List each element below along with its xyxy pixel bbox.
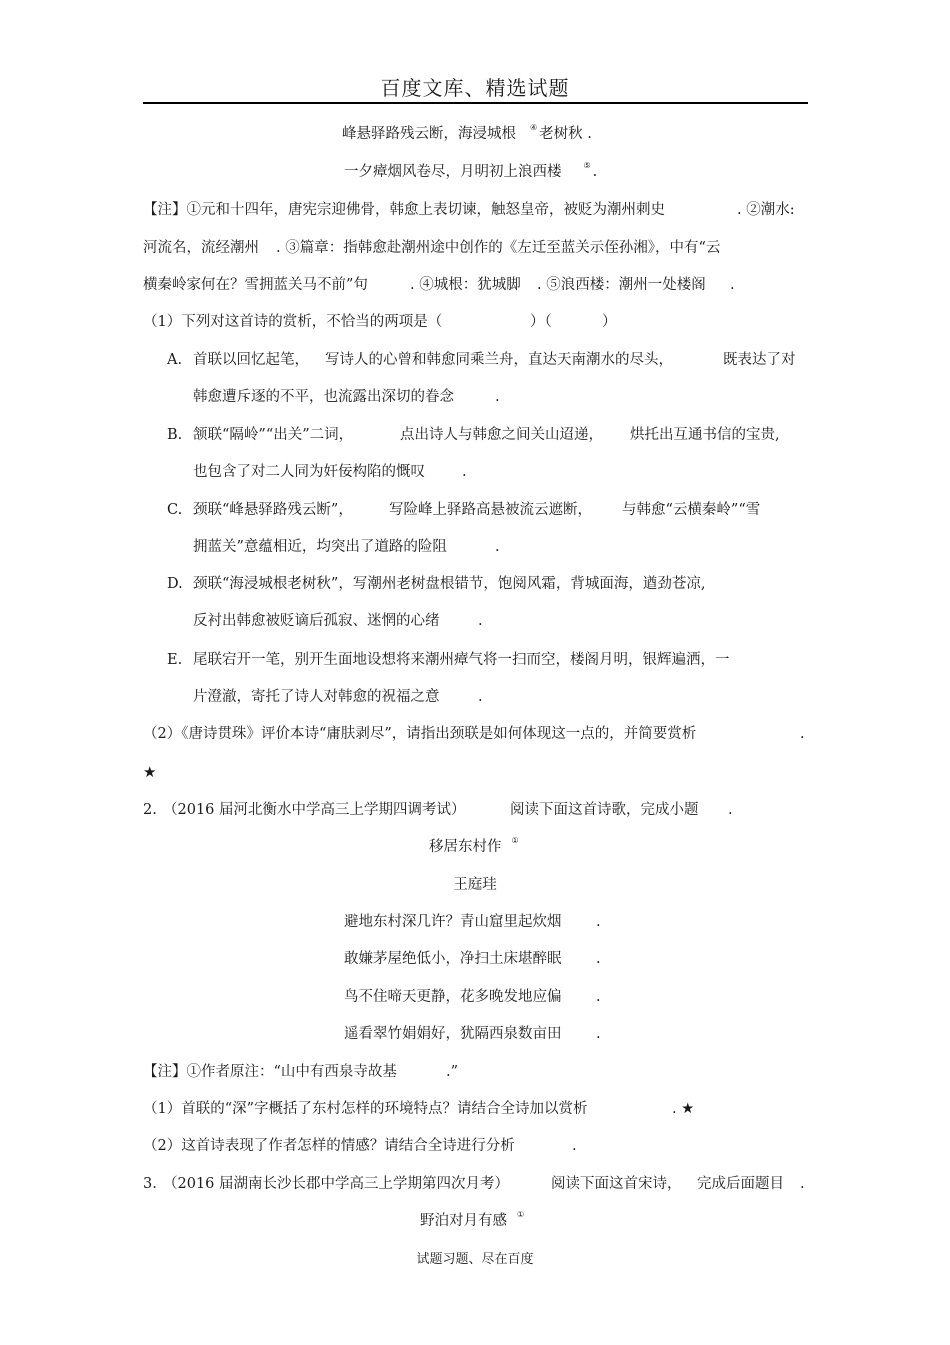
option-text: 颔联“隔岭”“出关”二词， xyxy=(193,427,354,443)
question-text: （2）这首诗表现了作者怎样的情感？请结合全诗进行分析 xyxy=(143,1138,515,1154)
option-text: 片澄澈，寄托了诗人对韩愈的祝福之意 xyxy=(193,689,440,705)
option-text: 写险峰上驿路高悬被流云遮断， xyxy=(389,502,592,518)
note-line-end: . ②潮水: xyxy=(737,202,795,218)
note-line: . ⑤浪西楼：潮州一处楼阁 xyxy=(537,277,706,293)
item-instruction-end: . xyxy=(728,802,733,818)
page-footer: 试题习题、尽在百度 xyxy=(416,1252,534,1267)
poem-text: 峰悬驿路残云断，海浸城根 xyxy=(342,126,516,142)
poem-line-end: . xyxy=(596,951,601,967)
note-line xyxy=(143,238,259,258)
note-line-end: .” xyxy=(446,1064,459,1080)
option-text: 颈联“海浸城根老树秋”，写潮州老树盘根错节，饱阅风霜，背城面海，遒劲苍凉, xyxy=(193,576,706,592)
option-text: 也包含了对二人同为奸佞构陷的慨叹 xyxy=(193,464,425,480)
option-text: 写诗人的心曾和韩愈同乘兰舟，直达天南潮水的尽头， xyxy=(325,352,673,368)
option-text: 首联以回忆起笔， xyxy=(193,352,309,368)
poem-line xyxy=(344,1024,562,1044)
item-instruction: 完成后面题目 xyxy=(697,1176,784,1192)
poem-title-text: 移居东村作 xyxy=(429,839,502,855)
option-text: . xyxy=(495,389,500,405)
item-instruction: 阅读下面这首诗歌，完成小题 xyxy=(510,802,699,818)
poem-line xyxy=(344,987,562,1007)
option-text: . xyxy=(478,689,483,705)
item-instruction-end: . xyxy=(800,1176,805,1192)
option-text: 与韩愈“云横秦岭”“雪 xyxy=(622,502,761,518)
poem-line xyxy=(344,162,597,184)
option-text: 尾联宕开一笔，别开生面地设想将来潮州瘴气将一扫而空，楼阁月明，银辉遍洒，一 xyxy=(193,652,730,668)
poem-text: . xyxy=(592,164,598,180)
item-number: 3. xyxy=(143,1176,157,1192)
footnote-mark: ⑤ xyxy=(583,161,591,170)
poem-author: 王庭珪 xyxy=(453,877,497,893)
question-stem: （1）下列对这首诗的赏析，不恰当的两项是（ xyxy=(143,314,443,330)
option-letter: A. xyxy=(167,352,183,368)
poem-line-end: . xyxy=(596,1026,601,1042)
option-text: 颈联“峰悬驿路残云断”， xyxy=(193,502,353,518)
item-number: 2. xyxy=(143,802,157,818)
note-line: . xyxy=(730,277,735,293)
question-text: （1）首联的“深”字概括了东村怎样的环境特点？请结合全诗加以赏析 xyxy=(143,1101,588,1117)
note-line xyxy=(143,200,665,220)
option-text: 反衬出韩愈被贬谪后孤寂、迷惘的心绪 xyxy=(193,613,440,629)
note-line: 【注】①作者原注：“山中有西泉寺故基 xyxy=(143,1064,397,1080)
option-text: 韩愈遭斥逐的不平，也流露出深切的眷念 xyxy=(193,389,454,405)
footnote-mark: ① xyxy=(517,1210,525,1219)
option-text: . xyxy=(478,613,483,629)
page-header-title: 百度文库、精选试题 xyxy=(380,76,570,100)
poem-line xyxy=(342,124,592,146)
poem-line-end: . xyxy=(596,914,601,930)
item-source: （2016 届湖南长沙长郡中学高三上学期第四次月考） xyxy=(163,1176,510,1192)
star-icon: ★ xyxy=(143,763,157,781)
note-text: 河流名，流经潮州 xyxy=(143,240,259,256)
note-line: . ③篇章：指韩愈赴潮州途中创作的《左迁至蓝关示侄孙湘》，中有“云 xyxy=(276,240,721,256)
poem-line xyxy=(344,949,562,969)
note-line: 横秦岭家何在？雪拥蓝关马不前”句 xyxy=(143,277,368,293)
option-text: . xyxy=(495,539,500,555)
poem-title-text: 野泊对月有感 xyxy=(420,1213,507,1229)
footnote-mark: ① xyxy=(511,836,519,845)
item-source: （2016 届河北衡水中学高三上学期四调考试） xyxy=(163,802,466,818)
option-letter: E. xyxy=(167,652,183,668)
option-text: 拥蓝关”意蕴相近，均突出了道路的险阻 xyxy=(193,539,447,555)
poem-title xyxy=(420,1211,526,1233)
poem-title xyxy=(429,837,521,859)
option-letter: D. xyxy=(167,576,183,592)
item-instruction: 阅读下面这首宋诗， xyxy=(551,1176,682,1192)
option-text: 烘托出互通书信的宝贵, xyxy=(630,427,780,443)
poem-text: 遥看翠竹娟娟好，犹隔西泉数亩田 xyxy=(344,1026,562,1042)
poem-text: 避地东村深几许？青山窟里起炊烟 xyxy=(344,914,562,930)
note-text: 【注】①元和十四年，唐宪宗迎佛骨，韩愈上表切谏，触怒皇帝，被贬为潮州刺史 xyxy=(143,202,665,218)
question-text: （2）《唐诗贯珠》评价本诗“庸肤剥尽”，请指出颈联是如何体现这一点的，并简要赏析 xyxy=(143,726,697,742)
poem-text: 一夕瘴烟风卷尽，月明初上浪西楼 xyxy=(344,164,562,180)
poem-line-end: . xyxy=(596,989,601,1005)
poem-line xyxy=(344,912,562,932)
poem-text: 鸟不住啼天更静，花多晚发地应偏 xyxy=(344,989,562,1005)
question-stem-end: ） xyxy=(602,314,617,330)
option-letter: B. xyxy=(167,427,183,443)
question-stem-mid: ）（ xyxy=(530,314,552,330)
header-rule xyxy=(143,102,808,104)
question-end: . xyxy=(800,726,805,742)
note-line: . ④城根：犹城脚 xyxy=(410,277,521,293)
poem-text: 敢嫌茅屋绝低小，净扫土床堪醉眠 xyxy=(344,951,562,967)
option-text: . xyxy=(462,464,467,480)
option-text: 点出诗人与韩愈之间关山迢递， xyxy=(400,427,603,443)
footnote-mark: ④ xyxy=(530,123,538,132)
poem-text: 老树秋 . xyxy=(539,126,592,142)
option-text: 既表达了对 xyxy=(723,352,796,368)
question-end-star: . ★ xyxy=(672,1101,695,1117)
question-end: . xyxy=(572,1138,577,1154)
option-letter: C. xyxy=(167,502,183,518)
